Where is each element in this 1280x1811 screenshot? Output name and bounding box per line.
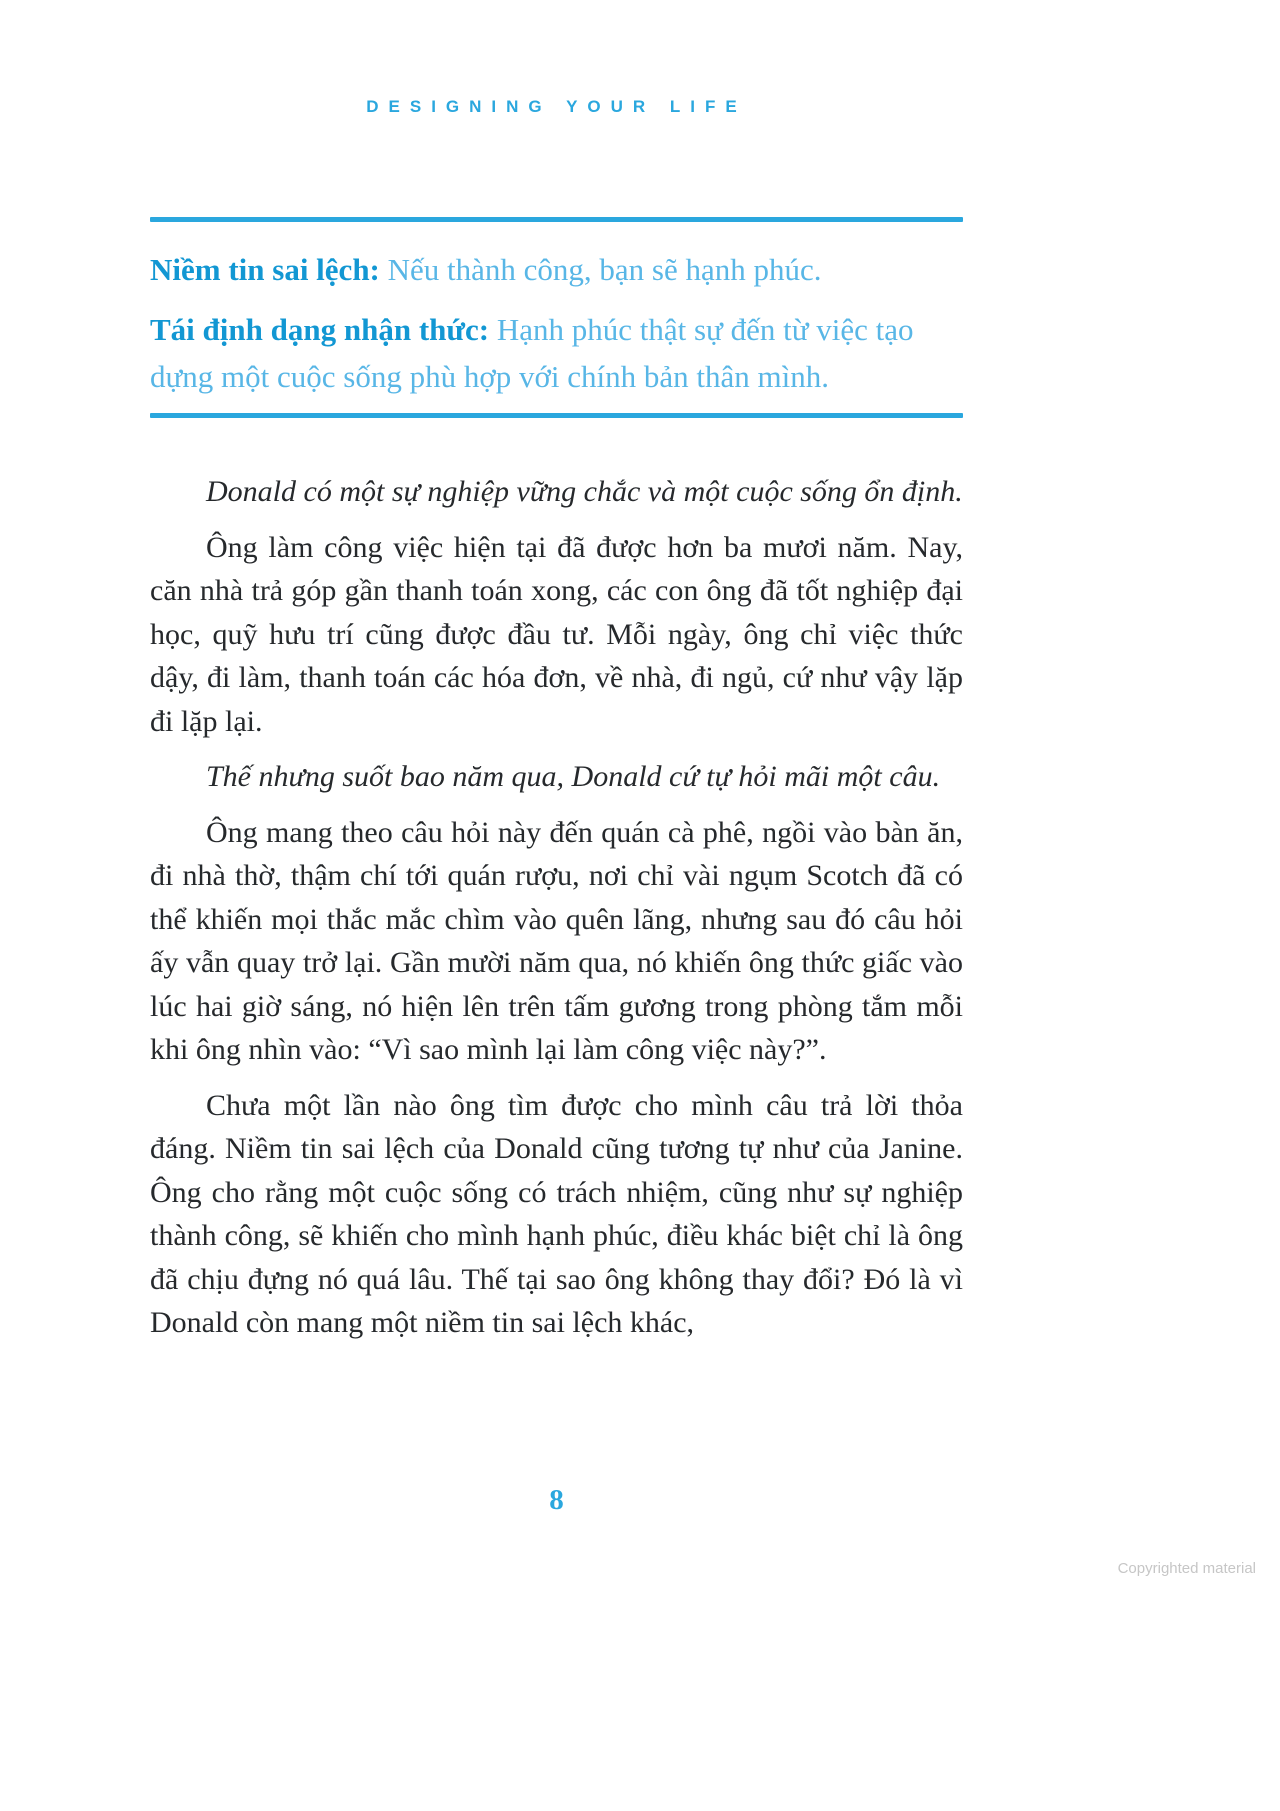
belief-label: Niềm tin sai lệch: [150, 252, 380, 287]
belief-line [150, 246, 963, 293]
reframe-line [150, 306, 963, 400]
divider-top [150, 217, 963, 222]
belief-text: Nếu thành công, bạn sẽ hạnh phúc. [387, 252, 822, 287]
copyright-watermark: Copyrighted material [1117, 1560, 1256, 1577]
paragraph-lead-italic: Donald có một sự nghiệp vững chắc và một cuộc sống ổn định. [206, 475, 963, 508]
callout-block [150, 246, 963, 400]
reframe-text: Hạnh phúc thật sự đến từ việc tạo dựng một cuộc sống phù hợp với chính bản thân mình. [150, 312, 914, 394]
paragraph: Ông làm công việc hiện tại đã được hơn ba mươi năm. Nay, căn nhà trả góp gần thanh toán xong, các con ông đã tốt nghiệp đại học, quỹ hưu trí cũng được đầu tư. Mỗi ngày, ông chỉ việc thức dậy, đi làm, thanh toán các hóa đơn, về nhà, đi ngủ, cứ như vậy lặp đi lặp lại. [150, 530, 963, 738]
page-number: 8 [549, 1484, 564, 1516]
paragraph: Chưa một lần nào ông tìm được cho mình câu trả lời thỏa đáng. Niềm tin sai lệch của Donald cũng tương tự như của Janine. Ông cho rằng một cuộc sống có trách nhiệm, cũng như sự nghiệp thành công, sẽ khiến cho mình hạnh phúc, điều khác biệt chỉ là ông đã chịu đựng nó quá lâu. Thế tại sao ông không thay đổi? Đó là vì Donald còn mang một niềm tin sai lệch khác, [150, 1088, 963, 1339]
reframe-label: Tái định dạng nhận thức: [150, 312, 490, 347]
paragraph: Ông mang theo câu hỏi này đến quán cà phê, ngồi vào bàn ăn, đi nhà thờ, thậm chí tới quán rượu, nơi chỉ vài ngụm Scotch đã có thể khiến mọi thắc mắc chìm vào quên lãng, nhưng sau đó câu hỏi ấy vẫn quay trở lại. Gần mười năm qua, nó khiến ông thức giấc vào lúc hai giờ sáng, nó hiện lên trên tấm gương trong phòng tắm mỗi khi ông nhìn vào: “Vì sao mình lại làm công việc này?”. [150, 815, 963, 1066]
running-head: DESIGNING YOUR LIFE [366, 97, 747, 116]
body-text [150, 470, 963, 1345]
divider-bottom [150, 413, 963, 418]
paragraph-lead-italic: Thế nhưng suốt bao năm qua, Donald cứ tự hỏi mãi một câu. [206, 760, 941, 793]
text-column [150, 0, 963, 1357]
